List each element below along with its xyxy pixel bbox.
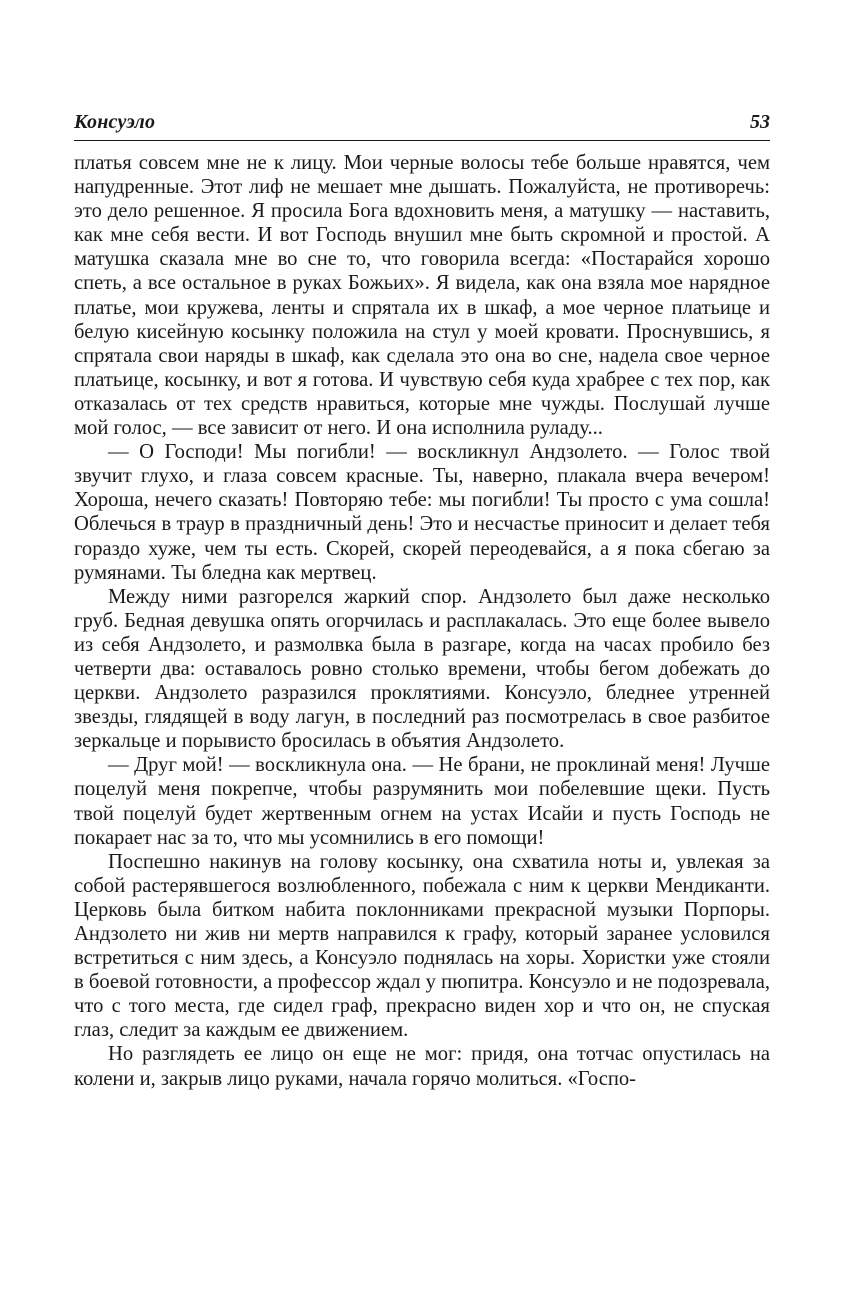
paragraph-dialogue-consuelo: — Друг мой! — воскликнула она. — Не брани, не проклинай меня! Лучше поцелуй меня покрепче, чтобы разрумянить мои побелевшие щеки. Пусть твой поцелуй будет жертвенным огнем на устах Исайи и пусть Господь не покарает нас за то, что мы усомнились в его помощи! [74,754,770,849]
paragraph-dialogue-anzoleto: — О Господи! Мы погибли! — воскликнул Андзолето. — Голос твой звучит глухо, и глаза совсем красные. Ты, наверно, плакала вчера вечером! Хороша, нечего сказать! Повторяю тебе: мы погибли! Ты просто с ума сошла! Облечься в траур в праздничный день! Это и несчастье приносит и делает тебя гораздо хуже, чем ты есть. Скорей, скорей переодевайся, а я пока сбегаю за румянами. Ты бледна как мертвец. [74,441,770,584]
page-body [74,151,770,1091]
book-page [74,108,770,1091]
paragraph-argument: Между ними разгорелся жаркий спор. Андзолето был даже несколько груб. Бедная девушка опять огорчилась и расплакалась. Это еще более вывело из себя Андзолето, и размолвка была в разгаре, когда на часах пробило без четверти два: оставалось ровно столько времени, чтобы бегом добежать до церкви. Андзолето разразился проклятиями. Консуэло, бледнее утренней звезды, глядящей в воду лагун, в последний раз посмотрелась в свое разбитое зеркальце и порывисто бросилась в объятия Андзолето. [74,585,770,753]
book-title: Консуэло [74,111,156,133]
paragraph-continuation: платья совсем мне не к лицу. Мои черные волосы тебе больше нравятся, чем напудренные. Этот лиф не мешает мне дышать. Пожалуйста, не противоречь: это дело решенное. Я просила Бога вдохновить меня, а матушку — наставить, как мне себя вести. И вот Господь внушил мне быть скромной и простой. А матушка сказала мне во сне то, что говорила всегда: «Постарайся хорошо спеть, а все остальное в руках Божьих». Я видела, как она взяла мое нарядное платье, мои кружева, ленты и спрятала их в шкаф, а мое черное платьице и белую кисейную косынку положила на стул у моей кровати. Проснувшись, я спрятала свои наряды в шкаф, как сделала это она во сне, надела свое черное платьице, косынку, и вот я готова. И чувствую себя куда храбрее с тех пор, как отказалась от тех средств нравиться, которые мне чужды. Послушай лучше мой голос, — все зависит от него. И она исполнила руладу... [74,152,770,440]
running-header [74,108,770,141]
page-number: 53 [750,111,770,133]
paragraph-church: Поспешно накинув на голову косынку, она схватила ноты и, увлекая за собой растерявшегося возлюбленного, побежала с ним к церкви Мендиканти. Церковь была битком набита поклонниками прекрасной музыки Порпоры. Андзолето ни жив ни мертв направился к графу, который заранее условился встретиться с ним здесь, а Консуэло поднялась на хоры. Хористки уже стояли в боевой готовности, а профессор ждал у пюпитра. Консуэло и не подозревала, что с того места, где сидел граф, прекрасно виден хор и что он, не спуская глаз, следит за каждым ее движением. [74,850,770,1042]
paragraph-prayer: Но разглядеть ее лицо он еще не мог: придя, она тотчас опустилась на колени и, закрыв лицо руками, начала горячо молиться. «Госпо- [74,1043,770,1090]
